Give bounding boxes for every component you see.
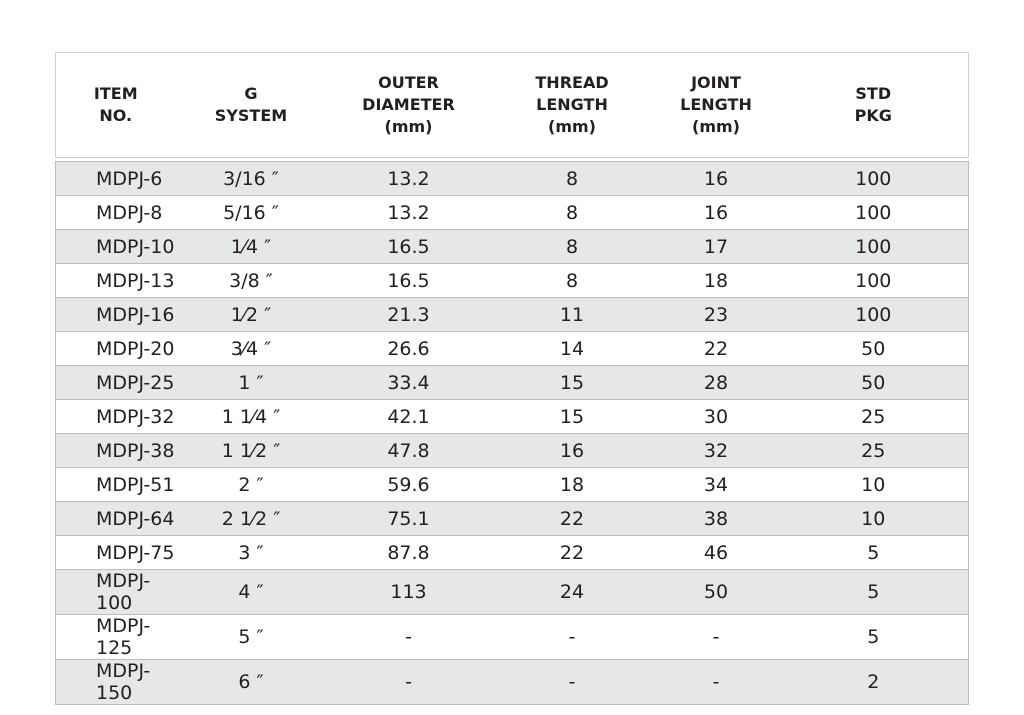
std-pkg-cell: 100 [779, 264, 969, 298]
thread-length-cell: 15 [491, 400, 654, 434]
std-pkg-cell: 5 [779, 570, 969, 615]
item-no-cell: MDPJ-51 [56, 468, 176, 502]
table-row [56, 468, 969, 502]
table-row [56, 298, 969, 332]
table-row [56, 570, 969, 615]
joint-length-cell: 18 [654, 264, 779, 298]
table-row [56, 536, 969, 570]
table-row [56, 230, 969, 264]
outer-diameter-cell: - [327, 660, 491, 705]
header-joint-length: JOINT LENGTH (mm) [654, 53, 779, 158]
joint-length-cell: 16 [654, 196, 779, 230]
header-row [56, 53, 969, 158]
g-system-cell: 6 ″ [176, 660, 327, 705]
joint-length-cell: 50 [654, 570, 779, 615]
outer-diameter-cell: - [327, 615, 491, 660]
thread-length-cell: 24 [491, 570, 654, 615]
item-no-cell: MDPJ-64 [56, 502, 176, 536]
item-no-cell: MDPJ-16 [56, 298, 176, 332]
outer-diameter-cell: 59.6 [327, 468, 491, 502]
thread-length-cell: 11 [491, 298, 654, 332]
thread-length-cell: 22 [491, 536, 654, 570]
outer-diameter-cell: 21.3 [327, 298, 491, 332]
item-no-cell: MDPJ-32 [56, 400, 176, 434]
g-system-cell: 1 1⁄4 ″ [176, 400, 327, 434]
table-row [56, 332, 969, 366]
std-pkg-cell: 5 [779, 615, 969, 660]
header-item-no: ITEM NO. [56, 53, 176, 158]
item-no-cell: MDPJ-8 [56, 196, 176, 230]
table-row [56, 400, 969, 434]
joint-length-cell: - [654, 660, 779, 705]
std-pkg-cell: 25 [779, 400, 969, 434]
joint-length-cell: 32 [654, 434, 779, 468]
thread-length-cell: 8 [491, 196, 654, 230]
joint-length-cell: 34 [654, 468, 779, 502]
g-system-cell: 3/16 ″ [176, 162, 327, 196]
outer-diameter-cell: 26.6 [327, 332, 491, 366]
header-thread-length: THREAD LENGTH (mm) [491, 53, 654, 158]
item-no-cell: MDPJ-38 [56, 434, 176, 468]
table-header [56, 53, 969, 158]
g-system-cell: 5/16 ″ [176, 196, 327, 230]
joint-length-cell: 46 [654, 536, 779, 570]
g-system-cell: 2 ″ [176, 468, 327, 502]
std-pkg-cell: 5 [779, 536, 969, 570]
header-g-system: G SYSTEM [176, 53, 327, 158]
outer-diameter-cell: 33.4 [327, 366, 491, 400]
table-body [56, 162, 969, 705]
item-no-cell: MDPJ-25 [56, 366, 176, 400]
std-pkg-cell: 100 [779, 298, 969, 332]
thread-length-cell: - [491, 660, 654, 705]
outer-diameter-cell: 113 [327, 570, 491, 615]
std-pkg-cell: 100 [779, 230, 969, 264]
outer-diameter-cell: 16.5 [327, 230, 491, 264]
std-pkg-cell: 25 [779, 434, 969, 468]
g-system-cell: 4 ″ [176, 570, 327, 615]
thread-length-cell: 16 [491, 434, 654, 468]
thread-length-cell: 8 [491, 264, 654, 298]
header-std-pkg: STD PKG [779, 53, 969, 158]
thread-length-cell: - [491, 615, 654, 660]
std-pkg-cell: 50 [779, 332, 969, 366]
joint-length-cell: - [654, 615, 779, 660]
outer-diameter-cell: 75.1 [327, 502, 491, 536]
item-no-cell: MDPJ-6 [56, 162, 176, 196]
joint-length-cell: 30 [654, 400, 779, 434]
std-pkg-cell: 2 [779, 660, 969, 705]
thread-length-cell: 8 [491, 230, 654, 264]
table-row [56, 162, 969, 196]
item-no-cell: MDPJ-150 [56, 660, 176, 705]
specification-table [55, 52, 969, 705]
outer-diameter-cell: 47.8 [327, 434, 491, 468]
joint-length-cell: 23 [654, 298, 779, 332]
joint-length-cell: 28 [654, 366, 779, 400]
joint-length-cell: 17 [654, 230, 779, 264]
g-system-cell: 1⁄4 ″ [176, 230, 327, 264]
table-row [56, 434, 969, 468]
std-pkg-cell: 10 [779, 468, 969, 502]
g-system-cell: 3 ″ [176, 536, 327, 570]
std-pkg-cell: 100 [779, 196, 969, 230]
table-row [56, 264, 969, 298]
thread-length-cell: 15 [491, 366, 654, 400]
outer-diameter-cell: 16.5 [327, 264, 491, 298]
outer-diameter-cell: 13.2 [327, 196, 491, 230]
table-row [56, 660, 969, 705]
table-row [56, 615, 969, 660]
thread-length-cell: 22 [491, 502, 654, 536]
thread-length-cell: 18 [491, 468, 654, 502]
g-system-cell: 3/8 ″ [176, 264, 327, 298]
table-row [56, 196, 969, 230]
g-system-cell: 2 1⁄2 ″ [176, 502, 327, 536]
item-no-cell: MDPJ-20 [56, 332, 176, 366]
std-pkg-cell: 50 [779, 366, 969, 400]
item-no-cell: MDPJ-10 [56, 230, 176, 264]
std-pkg-cell: 100 [779, 162, 969, 196]
item-no-cell: MDPJ-100 [56, 570, 176, 615]
joint-length-cell: 38 [654, 502, 779, 536]
thread-length-cell: 8 [491, 162, 654, 196]
table-row [56, 366, 969, 400]
outer-diameter-cell: 42.1 [327, 400, 491, 434]
outer-diameter-cell: 87.8 [327, 536, 491, 570]
std-pkg-cell: 10 [779, 502, 969, 536]
g-system-cell: 1 ″ [176, 366, 327, 400]
item-no-cell: MDPJ-125 [56, 615, 176, 660]
joint-length-cell: 22 [654, 332, 779, 366]
joint-length-cell: 16 [654, 162, 779, 196]
g-system-cell: 3⁄4 ″ [176, 332, 327, 366]
header-outer-diameter: OUTER DIAMETER (mm) [327, 53, 491, 158]
g-system-cell: 1⁄2 ″ [176, 298, 327, 332]
g-system-cell: 5 ″ [176, 615, 327, 660]
outer-diameter-cell: 13.2 [327, 162, 491, 196]
g-system-cell: 1 1⁄2 ″ [176, 434, 327, 468]
item-no-cell: MDPJ-75 [56, 536, 176, 570]
item-no-cell: MDPJ-13 [56, 264, 176, 298]
table-row [56, 502, 969, 536]
thread-length-cell: 14 [491, 332, 654, 366]
